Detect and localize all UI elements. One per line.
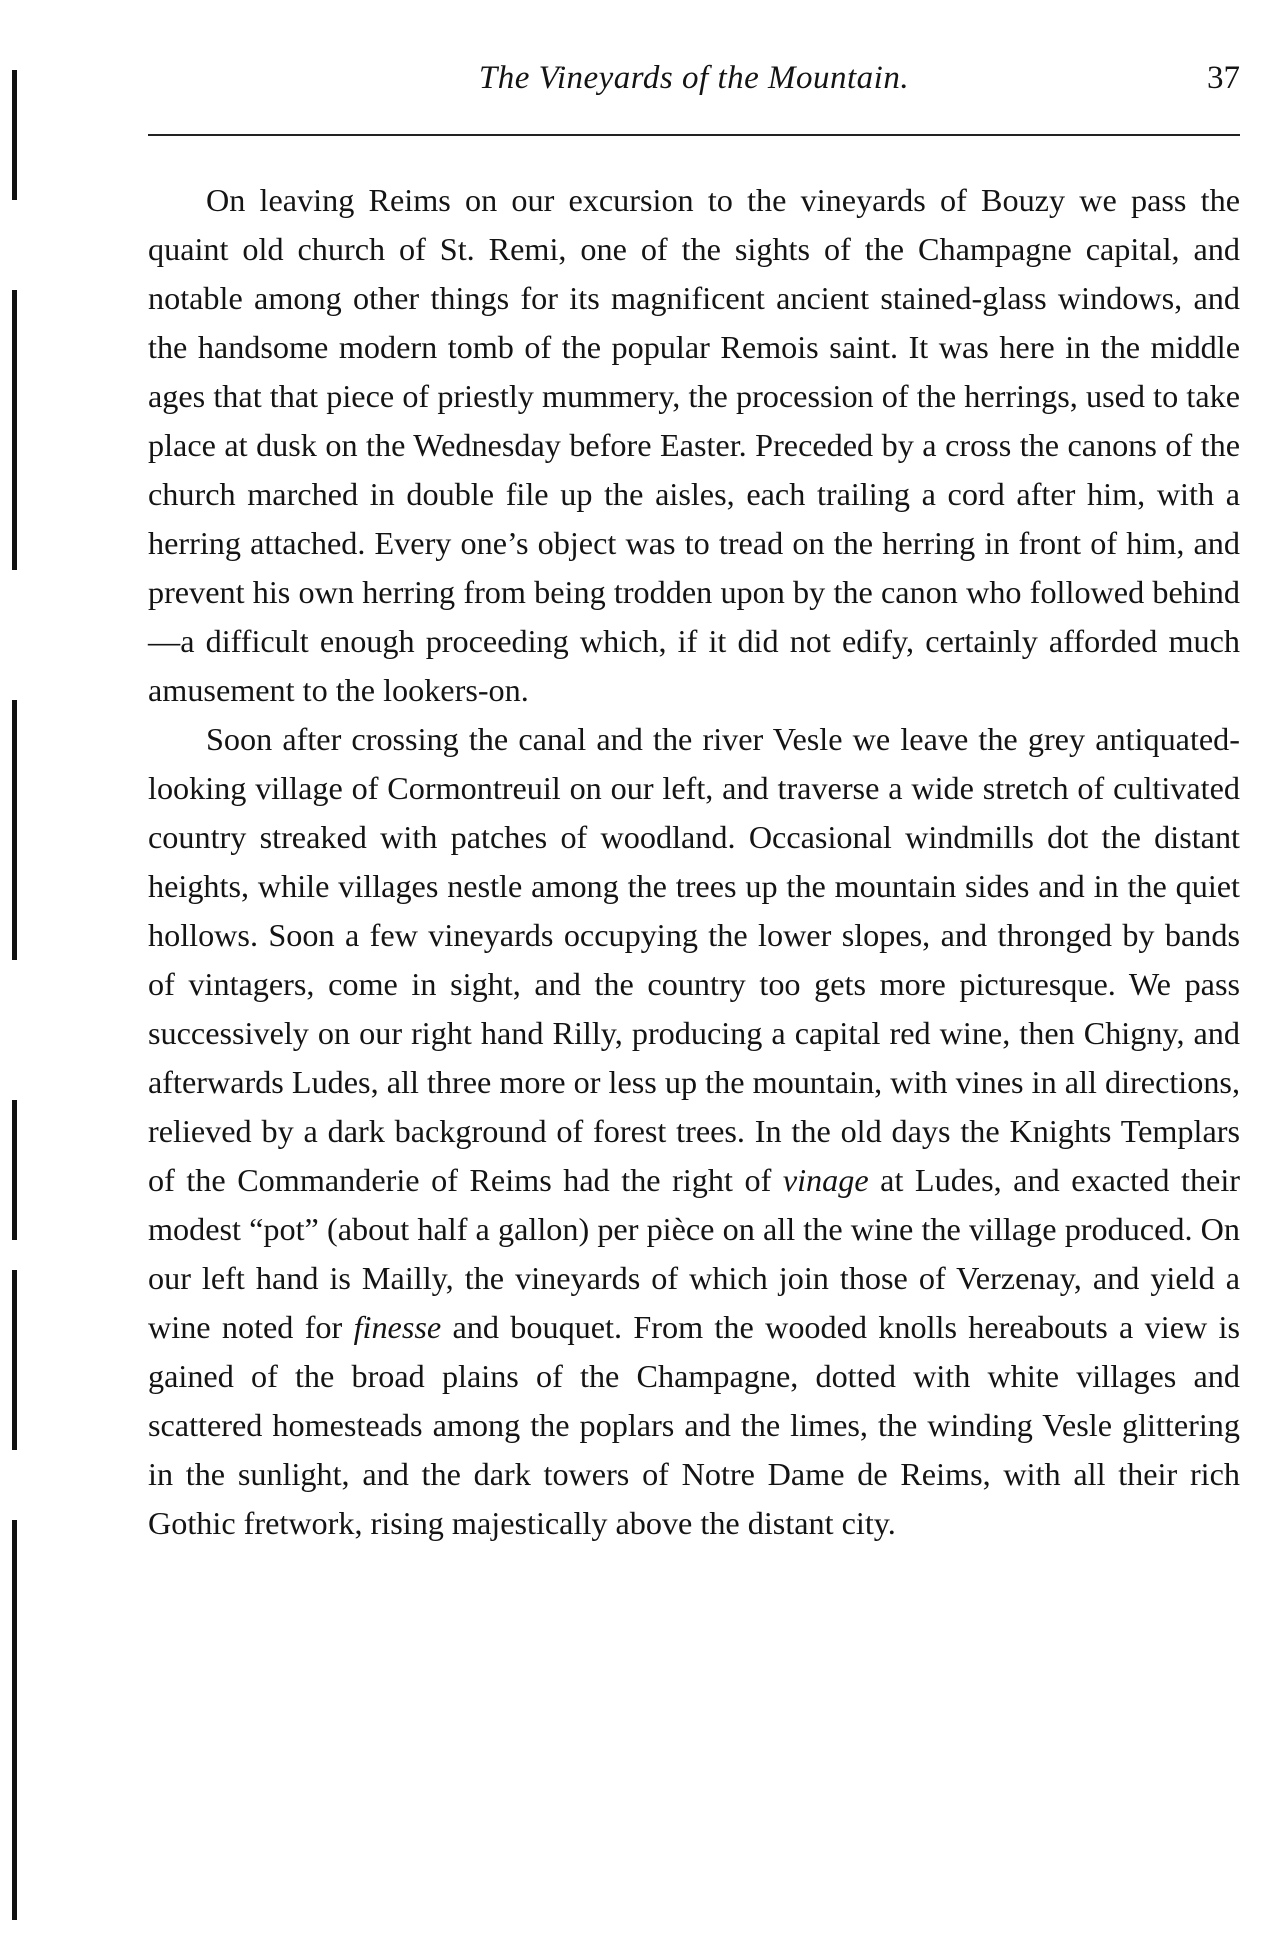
italic-term: finesse [353,1309,442,1345]
binding-edge-mark [12,700,17,960]
page-header [148,60,1240,106]
page-number: 37 [1207,60,1240,96]
binding-edge-mark [12,1520,17,1920]
binding-edge-mark [12,1100,17,1240]
italic-term: vinage [782,1162,869,1198]
paragraph-text: Soon after crossing the canal and the river Vesle we leave the grey antiquated-looking village of Cormontreuil on our left, and traverse a wide stretch of cultivated country streaked with patches of woodland. Occasional windmills dot the distant heights, while villages nestle among the trees up the mountain sides and in the quiet hollows. Soon a few vineyards occupying the lower slopes, and thronged by bands of vintagers, come in sight, and the country too gets more picturesque. We pass successively on our right hand Rilly, producing a capital red wine, then Chigny, and afterwards Ludes, all three more or less up the mountain, with vines in all directions, relieved by a dark background of forest trees. In the old days the Knights Templars of the Commanderie of Reims had the right of [148,721,1240,1198]
header-rule [148,134,1240,136]
paragraph [148,715,1240,1548]
paragraph-text: and bouquet. From the wooded knolls hereabouts a view is gained of the broad plains of the Champagne, dotted with white villages and scattered homesteads among the poplars and the limes, the winding Vesle glittering in the sunlight, and the dark towers of Notre Dame de Reims, with all their rich Gothic fretwork, rising majestically above the distant city. [148,1309,1241,1541]
body-text [148,176,1240,1548]
binding-edge-mark [12,290,17,570]
binding-edge-mark [12,1270,17,1450]
running-title: The Vineyards of the Mountain. [478,60,910,96]
binding-edge-mark [12,70,17,200]
paragraph-text: at Ludes, and exacted their modest “pot” (about half a gallon) per pièce on all the wine the village produced. On our left hand is Mailly, the vineyards of which join those of Verzenay, and yield a wine noted for [148,1162,1241,1345]
paragraph: On leaving Reims on our excursion to the vineyards of Bouzy we pass the quaint old church of St. Remi, one of the sights of the Champagne capital, and notable among other things for its magnificent ancient stained-glass windows, and the handsome modern tomb of the popular Remois saint. It was here in the middle ages that that piece of priestly mummery, the procession of the herrings, used to take place at dusk on the Wednesday before Easter. Preceded by a cross the canons of the church marched in double file up the aisles, each trailing a cord after him, with a herring attached. Every one’s object was to tread on the herring in front of him, and prevent his own herring from being trodden upon by the canon who followed behind—a difficult enough proceeding which, if it did not edify, certainly afforded much amusement to the lookers-on. [148,182,1240,708]
